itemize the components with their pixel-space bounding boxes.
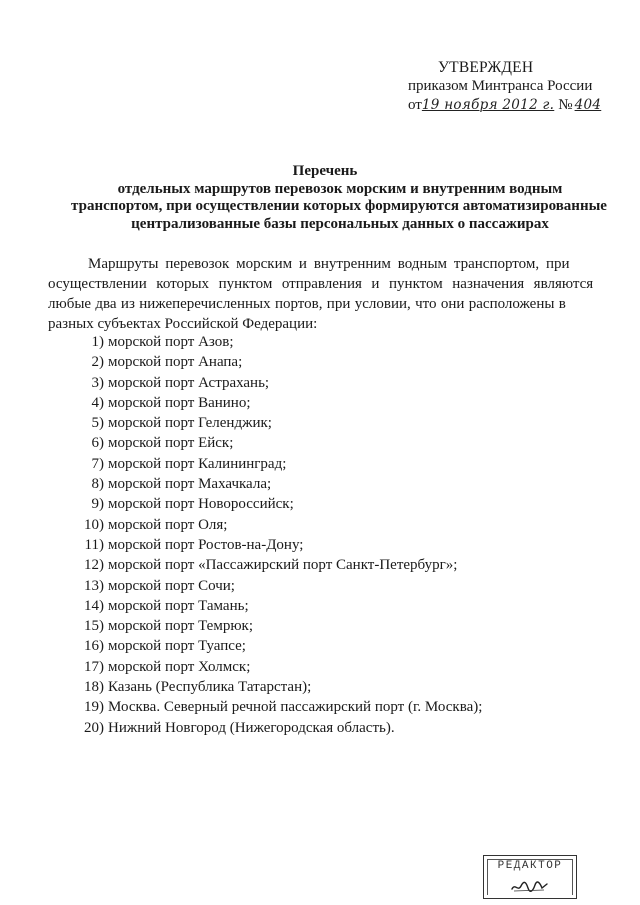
list-item-number: 13) xyxy=(84,577,104,594)
list-item-text: морской порт Холмск; xyxy=(108,658,251,675)
list-item-number: 12) xyxy=(84,557,104,574)
intro-paragraph xyxy=(48,254,598,334)
list-item xyxy=(0,596,640,616)
list-item-text: морской порт «Пассажирский порт Санкт-Петербург»; xyxy=(108,557,458,574)
handwritten-number: 404 xyxy=(574,97,602,113)
list-item-number: 14) xyxy=(84,597,104,614)
intro-line-2: осуществлении которых пунктом отправления и пунктом назначения являются xyxy=(48,276,594,292)
list-item xyxy=(0,494,640,514)
list-item xyxy=(0,454,640,474)
number-sign: № xyxy=(558,97,573,113)
list-item-text: морской порт Астрахань; xyxy=(108,374,270,391)
list-item xyxy=(0,352,640,372)
intro-line-1: Маршруты перевозок морским и внутренним водным транспортом, при xyxy=(88,256,570,272)
list-item-text: морской порт Сочи; xyxy=(108,577,235,594)
list-item-number: 8) xyxy=(91,476,104,493)
approval-block xyxy=(408,58,608,115)
list-item xyxy=(0,332,640,352)
list-item xyxy=(0,474,640,494)
heading-line-3: транспортом, при осуществлении которых формируются автоматизированные xyxy=(71,198,607,214)
list-item-text: морской порт Ростов-на-Дону; xyxy=(108,536,304,553)
list-item xyxy=(0,555,640,575)
signature-icon xyxy=(511,879,549,893)
list-item-text: морской порт Геленджик; xyxy=(108,415,272,432)
document-heading xyxy=(40,163,640,233)
list-item-text: морской порт Анапа; xyxy=(108,354,243,371)
list-item-number: 18) xyxy=(84,679,104,696)
list-item xyxy=(0,433,640,453)
approval-date-number xyxy=(408,96,608,115)
list-item-number: 2) xyxy=(91,354,104,371)
heading-line-4: централизованные базы персональных данных о пассажирах xyxy=(131,215,549,232)
list-item-text: морской порт Тамань; xyxy=(108,597,249,614)
list-item-text: Нижний Новгород (Нижегородская область). xyxy=(108,719,395,736)
list-item-text: морской порт Ванино; xyxy=(108,394,251,411)
list-item-text: морской порт Темрюк; xyxy=(108,618,253,635)
stamp-label: РЕДАКТОР xyxy=(497,860,563,872)
list-item xyxy=(0,576,640,596)
handwritten-date: 19 ноября 2012 г. xyxy=(421,97,555,113)
list-item xyxy=(0,535,640,555)
list-item-number: 10) xyxy=(84,516,104,533)
approval-title: УТВЕРЖДЕН xyxy=(438,59,534,76)
list-item-number: 3) xyxy=(91,374,104,391)
list-item-number: 5) xyxy=(91,415,104,432)
heading-line-1: Перечень xyxy=(292,163,358,179)
list-item-text: Москва. Северный речной пассажирский порт (г. Москва); xyxy=(108,699,483,716)
list-item-number: 1) xyxy=(91,334,104,350)
intro-line-4: разных субъектах Российской Федерации: xyxy=(48,316,318,332)
approval-order-line: приказом Минтранса России xyxy=(408,78,593,94)
list-item-text: морской порт Азов; xyxy=(108,334,234,350)
list-item-text: морской порт Махачкала; xyxy=(108,476,272,493)
list-item-text: морской порт Новороссийск; xyxy=(108,496,294,513)
list-item-number: 16) xyxy=(84,638,104,655)
list-item xyxy=(0,373,640,393)
heading-line-2: отдельных маршрутов перевозок морским и внутренним водным xyxy=(117,180,563,197)
list-item-number: 9) xyxy=(91,496,104,513)
list-item xyxy=(0,515,640,535)
approval-prefix: от xyxy=(408,97,422,113)
list-item xyxy=(0,616,640,636)
intro-line-3: любые два из нижеперечисленных портов, при условии, что они расположены в xyxy=(48,296,566,312)
list-item xyxy=(0,657,640,677)
list-item-text: морской порт Калининград; xyxy=(108,455,287,472)
editor-stamp xyxy=(483,855,577,899)
list-item-number: 4) xyxy=(91,394,104,411)
list-item-number: 17) xyxy=(84,658,104,675)
list-item-text: морской порт Оля; xyxy=(108,516,228,533)
list-item-number: 7) xyxy=(91,455,104,472)
list-item xyxy=(0,413,640,433)
ports-list xyxy=(0,332,640,738)
list-item-number: 6) xyxy=(91,435,104,452)
list-item-number: 15) xyxy=(84,618,104,635)
list-item xyxy=(0,718,640,738)
list-item-text: морской порт Ейск; xyxy=(108,435,234,452)
list-item xyxy=(0,393,640,413)
list-item xyxy=(0,677,640,697)
list-item-number: 11) xyxy=(84,536,104,553)
list-item-text: морской порт Туапсе; xyxy=(108,638,246,655)
list-item-number: 20) xyxy=(84,719,104,736)
list-item-number: 19) xyxy=(84,699,104,716)
list-item-text: Казань (Республика Татарстан); xyxy=(108,679,312,696)
list-item xyxy=(0,636,640,656)
list-item xyxy=(0,697,640,717)
